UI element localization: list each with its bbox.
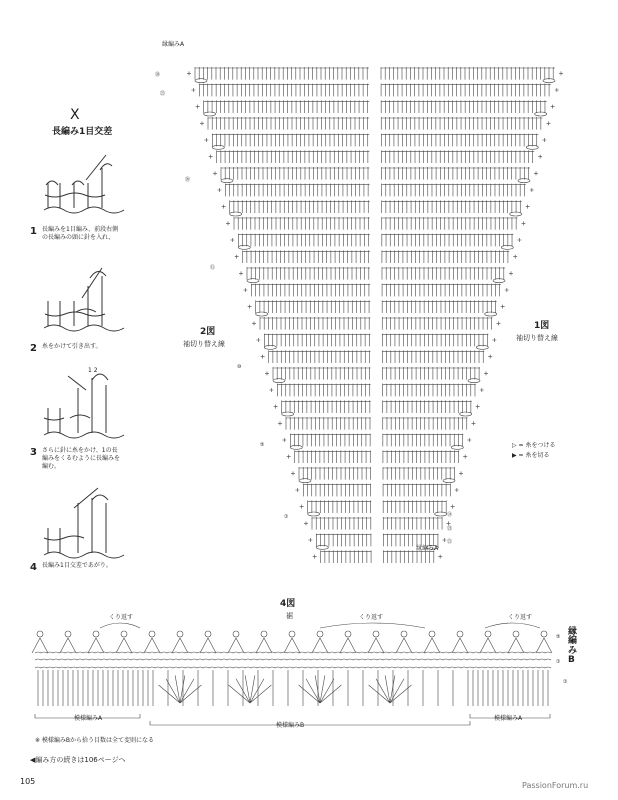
hem-chart xyxy=(30,598,590,758)
key-cut-yarn: ▶ = 糸を切る xyxy=(512,452,550,459)
step3-marks: 1 2 xyxy=(88,367,98,374)
watermark: PassionForum.ru xyxy=(522,781,589,790)
step-number: 4 xyxy=(30,562,37,573)
bottom-border-label: 縁編みA xyxy=(416,545,439,552)
pattern-label-b: 模様編みB xyxy=(276,722,305,729)
pattern-label-a-left: 模様編みA xyxy=(74,715,103,722)
legend-step-1 xyxy=(30,225,118,251)
cross-symbol-icon: X xyxy=(70,107,80,123)
repeat-mark: くり返す xyxy=(109,614,134,621)
legend-step-4 xyxy=(30,561,118,577)
legend-title: 長編み1目交差 xyxy=(52,127,113,137)
legend-panel xyxy=(30,100,140,580)
step-text: 糸をかけて引き出す。 xyxy=(42,343,102,350)
row-number: ㉓ xyxy=(447,526,453,532)
fig4-subtitle: 裾 xyxy=(286,612,293,620)
page-number: 105 xyxy=(20,777,36,786)
repeat-mark: くり返す xyxy=(359,614,384,621)
row-number: ⑮ xyxy=(210,265,216,271)
row-number: ⑩ xyxy=(237,364,242,370)
step-number: 1 xyxy=(30,226,37,237)
step-text: さらに針に糸をかけ、1の長編みをくるむように長編みを編む。 xyxy=(42,447,121,470)
hem-stitch-grid xyxy=(30,598,590,758)
step-text: 長編み1目交差であがり。 xyxy=(42,562,112,569)
continued-link[interactable]: ◀編み方の続きは106ページへ xyxy=(30,756,126,764)
row-number: ㉘ xyxy=(155,72,161,78)
step-number: 3 xyxy=(30,447,37,458)
row-mark: ⑤ xyxy=(556,634,561,640)
row-number: ⑳ xyxy=(185,177,191,183)
border-b-label: 縁編みB xyxy=(568,627,578,666)
step-number: 2 xyxy=(30,343,37,354)
pattern-label-a-right: 模様編みA xyxy=(494,715,523,722)
fig4-title: 4図 xyxy=(280,599,296,609)
legend-step-2 xyxy=(30,342,118,358)
row-number: ⑤ xyxy=(260,442,265,448)
row-number: ㉒ xyxy=(447,539,453,545)
row-number: ㉕ xyxy=(160,91,166,97)
sleeve-chart xyxy=(150,35,610,585)
fig1-title: 1図 xyxy=(534,321,550,331)
step-text: 長編みを1目編み、前段右側の長編みの頭に針を入れ、 xyxy=(42,226,119,241)
row-number: ㉔ xyxy=(447,512,453,518)
repeat-mark: くり返す xyxy=(508,614,533,621)
row-mark: ① xyxy=(563,679,568,685)
sleeve-stitch-grid xyxy=(150,35,610,585)
row-number: ① xyxy=(284,514,289,520)
key-attach-yarn: ▷ = 糸をつける xyxy=(512,442,556,449)
fig2-title: 2図 xyxy=(200,327,216,337)
legend-step-3 xyxy=(30,446,121,472)
stitch-illustrations xyxy=(30,100,140,580)
fig1-subtitle: 袖切り替え線 xyxy=(516,334,558,342)
row-mark: ① xyxy=(556,659,561,665)
hem-note: ※ 模様編みBから拾う目数は全て変則になる xyxy=(35,737,155,744)
fig2-subtitle: 袖切り替え線 xyxy=(183,340,225,348)
top-border-label: 縁編みA xyxy=(162,41,185,48)
